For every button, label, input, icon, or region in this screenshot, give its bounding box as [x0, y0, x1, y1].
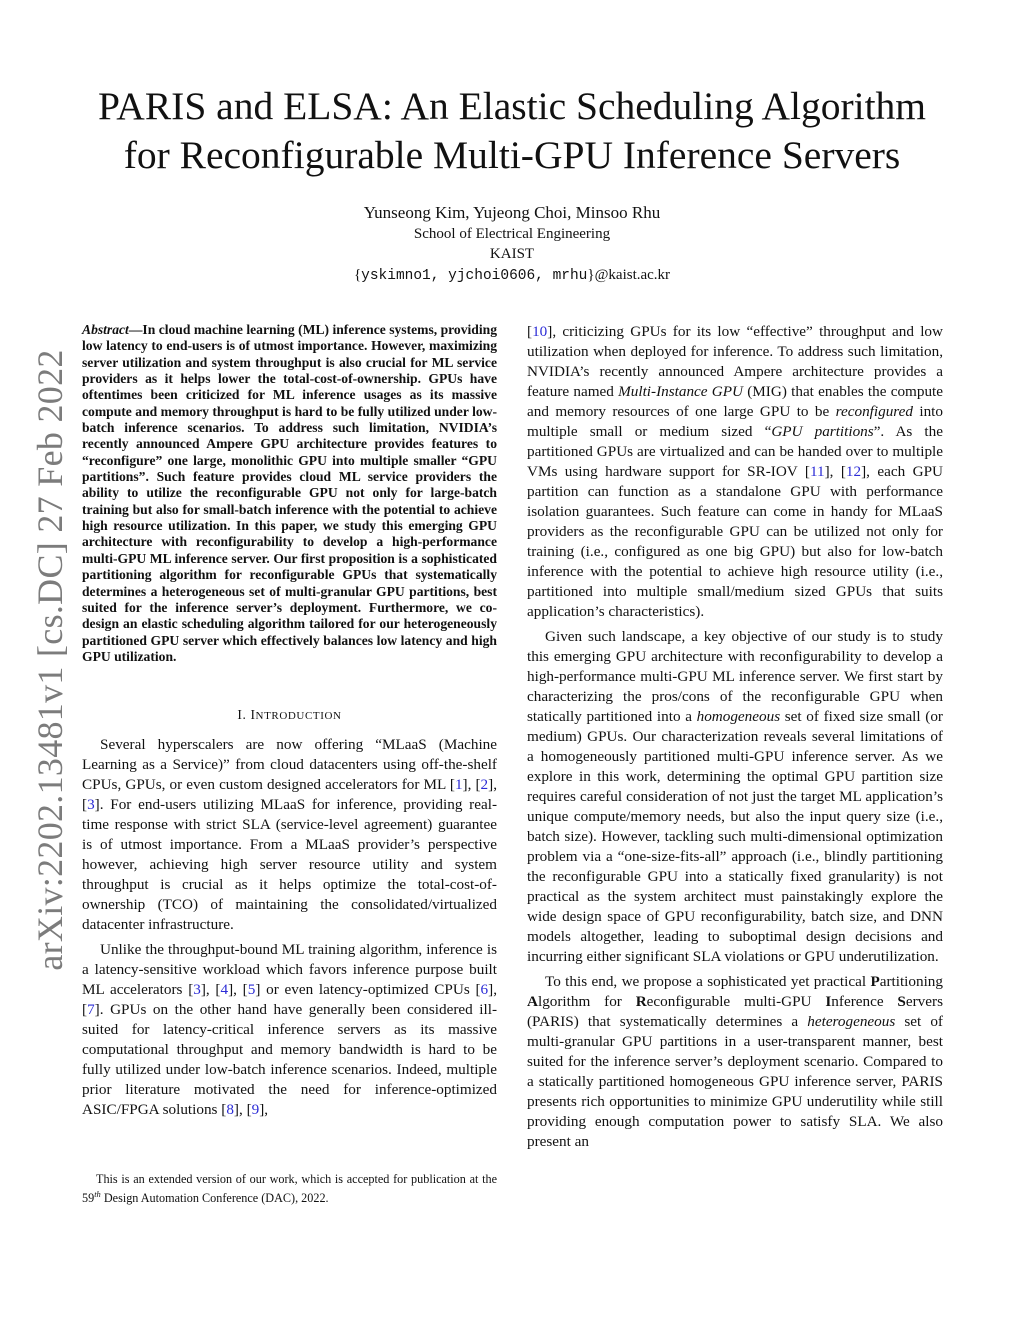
- text-run: set of multi-granular GPU partitions in a user-transparent manner, best suited for the inference server’s deployment scenario. Compared to a statically partitioned homogeneous GPU inference server, PARIS presents rich opportunities to minimize GPU underutility while still providing enough computation power to satisfy SLA. We also present an: [527, 1013, 943, 1150]
- intro-paragraph-continued: [10], criticizing GPUs for its low “effective” throughput and low utilization when deployed for inference. To address such limitation, NVIDIA’s recently announced Ampere architecture provides a feature named Multi-Instance GPU (MIG) that enables the compute and memory resources of one large GPU to be reconfigured into multiple small or medium sized “GPU partitions”. As the partitioned GPUs are virtualized and can be handed over to multiple VMs using hardware support for SR-IOV [11], [12], each GPU partition can function as a standalone GPU with performance isolation guarantees. Such feature can come in handy for MLaaS providers as the reconfigurable GPU can be utilized not only for training (i.e., configured as one big GPU) but also for low-batch inference with the potential to achieve high resource utility (i.e., partitioned into multiple small/medium sized GPUs that suits application’s characteristics).: [527, 323, 944, 620]
- section-title-initial: I: [250, 707, 256, 723]
- paper-title-line-1: PARIS and ELSA: An Elastic Scheduling Algorithm: [97, 84, 927, 128]
- right-column: [527, 322, 943, 1152]
- text-run: set of fixed size small (or medium) GPUs. Our characterization reveals several limitations of a homogeneously partitioned multi-GPU inference server. As we explore in this work, determining the optimal GPU partition size requires careful consideration of not just the target ML application’s unique compute/memory needs, but also the input query size (i.e., batch size). However, tackling such multi-dimensional optimization problem via a “one-size-fits-all” approach (i.e., blindly partitioning the reconfigurable GPU into a statically fixed granularity) is not practical as the system architect must painstakingly explore the wide design space of GPU reconfigurability, batch size, and DNN models altogether, leading to suboptimal design decisions and incurring either significant SLA violations or GPU underutilization.: [527, 708, 943, 965]
- intro-paragraph-2: Unlike the throughput-bound ML training algorithm, inference is a latency-sensitive workload which favors inference purpose built ML accelerators [3], [4], [5] or even latency-optimized CPUs [6], [7]. GPUs on the other hand have generally been considered ill-suited for latency-critical inference servers as its massive computational throughput and memory bandwidth is hard to be fully utilized under low-batch inference scenarios. Indeed, multiple prior literature motivated the need for inference-optimized ASIC/FPGA solutions [8], [9],: [82, 941, 498, 1119]
- citation-link[interactable]: 10: [532, 323, 548, 340]
- citation-link[interactable]: 5: [247, 981, 256, 999]
- emphasis-mig: Multi-Instance GPU: [618, 383, 743, 400]
- citation-link[interactable]: 8: [226, 1101, 234, 1119]
- text-run: artitioning: [879, 973, 943, 990]
- text-run: lgorithm for: [537, 993, 636, 1010]
- arxiv-sidebar: [28, 350, 72, 970]
- paper-title: [60, 82, 964, 180]
- citation-link[interactable]: 2: [480, 776, 489, 794]
- acronym-letter: S: [897, 993, 906, 1010]
- author-emails: [200, 264, 824, 287]
- text-run: For end-users utilizing MLaaS for inference, providing real-time response with strict SLA (service-level agreement) guarantee is of utmost importance. From a MLaaS provider’s perspective however, achieving high server resource utility and system throughput is crucial as it helps optimize the total-cost-of-ownership (TCO) of maintaining the consolidated/virtualized datacenter infrastructure.: [82, 796, 497, 934]
- footnote-text: Design Automation Conference (DAC), 2022.: [100, 1191, 329, 1206]
- email-brace-close: }: [587, 267, 595, 283]
- emphasis-homogeneous: homogeneous: [696, 708, 781, 725]
- arxiv-identifier: arXiv:2202.13481v1 [cs.DC] 27 Feb 2022: [30, 349, 70, 971]
- text-run: or even latency-optimized CPUs: [260, 981, 476, 999]
- author-block: [200, 202, 824, 287]
- acronym-letter: P: [870, 973, 880, 990]
- citation-link[interactable]: 6: [480, 981, 489, 999]
- citation-link[interactable]: 12: [845, 463, 862, 480]
- footnote-text: This is an extended version of our work, which is accepted for publication at the 59: [82, 1172, 497, 1206]
- email-usernames: yskimno1, yjchoi0606, mrhu: [361, 268, 588, 284]
- text-run: Several hyperscalers are now offering “MLaaS (Machine Learning as a Service)” from cloud datacenters using off-the-shelf CPUs, GPUs, or even custom designed accelerators for ML: [82, 736, 497, 794]
- citation-link[interactable]: 7: [87, 1001, 95, 1019]
- text-run: To this end, we propose a sophisticated yet practical: [545, 973, 871, 990]
- text-run: Unlike the throughput-bound ML training algorithm, inference is a latency-sensitive workload which favors inference purpose built ML accelerators: [82, 941, 497, 999]
- text-run: into multiple small or medium sized “: [527, 403, 943, 440]
- email-domain: @kaist.ac.kr: [594, 267, 671, 283]
- citation-link[interactable]: 3: [193, 981, 201, 999]
- intro-paragraph-3: [527, 627, 943, 967]
- emphasis-reconfigured: reconfigured: [835, 403, 913, 420]
- text-run: , each GPU partition can function as a standalone GPU with performance isolation guarantees. Such feature can come in handy for MLaaS providers as the reconfigurable GPU can be utilized not only for training (i.e., configured as one big GPU) but also for low-batch inference with the potential to achieve high resource utility (i.e., partitioned into multiple small/medium sized GPUs that suits application’s characteristics).: [527, 463, 943, 620]
- text-run: nference: [831, 993, 898, 1010]
- text-run: ervers (PARIS) that systematically determines a: [527, 993, 943, 1030]
- text-run: econfigurable multi-GPU: [646, 993, 826, 1010]
- citation-link[interactable]: 9: [251, 1101, 260, 1119]
- abstract: [82, 322, 497, 665]
- section-title-rest: NTRODUCTION: [255, 710, 342, 723]
- paper-title-line-2: for Reconfigurable Multi-GPU Inference Servers: [123, 133, 901, 177]
- section-number: I.: [237, 707, 251, 723]
- emphasis-heterogeneous: heterogeneous: [807, 1013, 896, 1030]
- author-names: Yunseong Kim, Yujeong Choi, Minsoo Rhu: [363, 203, 661, 222]
- intro-paragraph-1: Several hyperscalers are now offering “MLaaS (Machine Learning as a Service)” from cloud datacenters using off-the-shelf CPUs, GPUs, or even custom designed accelerators for ML [1], [2], [3]. For end-users utilizing MLaaS for inference, providing real-time response with strict SLA (service-level agreement) guarantee is of utmost importance. From a MLaaS provider’s perspective however, achieving high server resource utility and system throughput is crucial as it helps optimize the total-cost-of-ownership (TCO) of maintaining the consolidated/virtualized datacenter infrastructure.: [82, 736, 497, 934]
- acronym-letter: A: [527, 993, 538, 1010]
- text-run: ”. As the partitioned GPUs are virtualized and can be handed over to multiple VMs using hardware support for SR-IOV: [527, 423, 943, 480]
- citation-link[interactable]: 1: [454, 776, 463, 794]
- abstract-label: Abstract: [82, 322, 129, 337]
- text-run: (MIG) that enables the compute and memory resources of one large GPU to be: [527, 383, 944, 420]
- acronym-letter: R: [635, 993, 647, 1010]
- affiliation: School of Electrical Engineering: [413, 226, 611, 242]
- email-brace-open: {: [353, 267, 362, 283]
- text-run: , criticizing GPUs for its low “effective” throughput and low utilization when deployed for inference. To address such limitation, NVIDIA’s recently announced Ampere architecture provides a feature named: [527, 323, 943, 400]
- left-column: [82, 322, 497, 1120]
- acronym-letter: I: [825, 993, 832, 1010]
- text-run: GPUs on the other hand have generally been considered ill-suited for latency-critical inference servers as its massive computational throughput and memory bandwidth is hard to be fully utilized under low-batch inference scenarios. Indeed, multiple prior literature motivated the need for inference-optimized ASIC/FPGA solutions: [82, 1001, 498, 1119]
- citation-link[interactable]: 4: [220, 981, 229, 999]
- emphasis-gpu-partitions: GPU partitions: [771, 423, 874, 440]
- abstract-text: —In cloud machine learning (ML) inference systems, providing low latency to end-users is of utmost importance. However, maximizing server utilization and system throughput is also crucial for ML service providers as it helps lower the total-cost-of-ownership. GPUs have oftentimes been criticized for ML inference usages as its massive compute and memory throughput is hard to be fully utilized under low-batch inference scenarios. To address such limitation, NVIDIA’s recently announced Ampere GPU architecture provides features to “reconfigure” one large, monolithic GPU into multiple smaller “GPU partitions”. Such feature provides cloud ML service providers the ability to utilize the reconfigurable GPU not only for large-batch training but also for small-batch inference with the potential to achieve high resource utilization. In this paper, we study this emerging GPU architecture with reconfigurability to develop a high-performance multi-GPU ML inference server. Our first proposition is a sophisticated partitioning algorithm for reconfigurable GPUs that systematically determines a heterogeneous set of multi-granular GPU partitions, best suited for the inference server’s deployment. Furthermore, we co-design an elastic scheduling algorithm tailored for our heterogeneously partitioned GPU server which effectively balances low latency and high GPU utilization.: [82, 322, 497, 664]
- section-heading-introduction: [82, 707, 497, 723]
- citation-link[interactable]: 11: [809, 463, 825, 480]
- citation-link[interactable]: 3: [87, 796, 95, 814]
- footnote-superscript: th: [94, 1189, 101, 1199]
- institution: KAIST: [489, 246, 535, 262]
- footnote: [82, 1172, 497, 1206]
- intro-paragraph-4: [527, 972, 943, 1152]
- text-run: Given such landscape, a key objective of our study is to study this emerging GPU architecture with reconfigurability to develop a high-performance multi-GPU ML inference server. We first start by characterizing the pros/cons of the reconfigurable GPU when statically partitioned into a: [527, 628, 943, 725]
